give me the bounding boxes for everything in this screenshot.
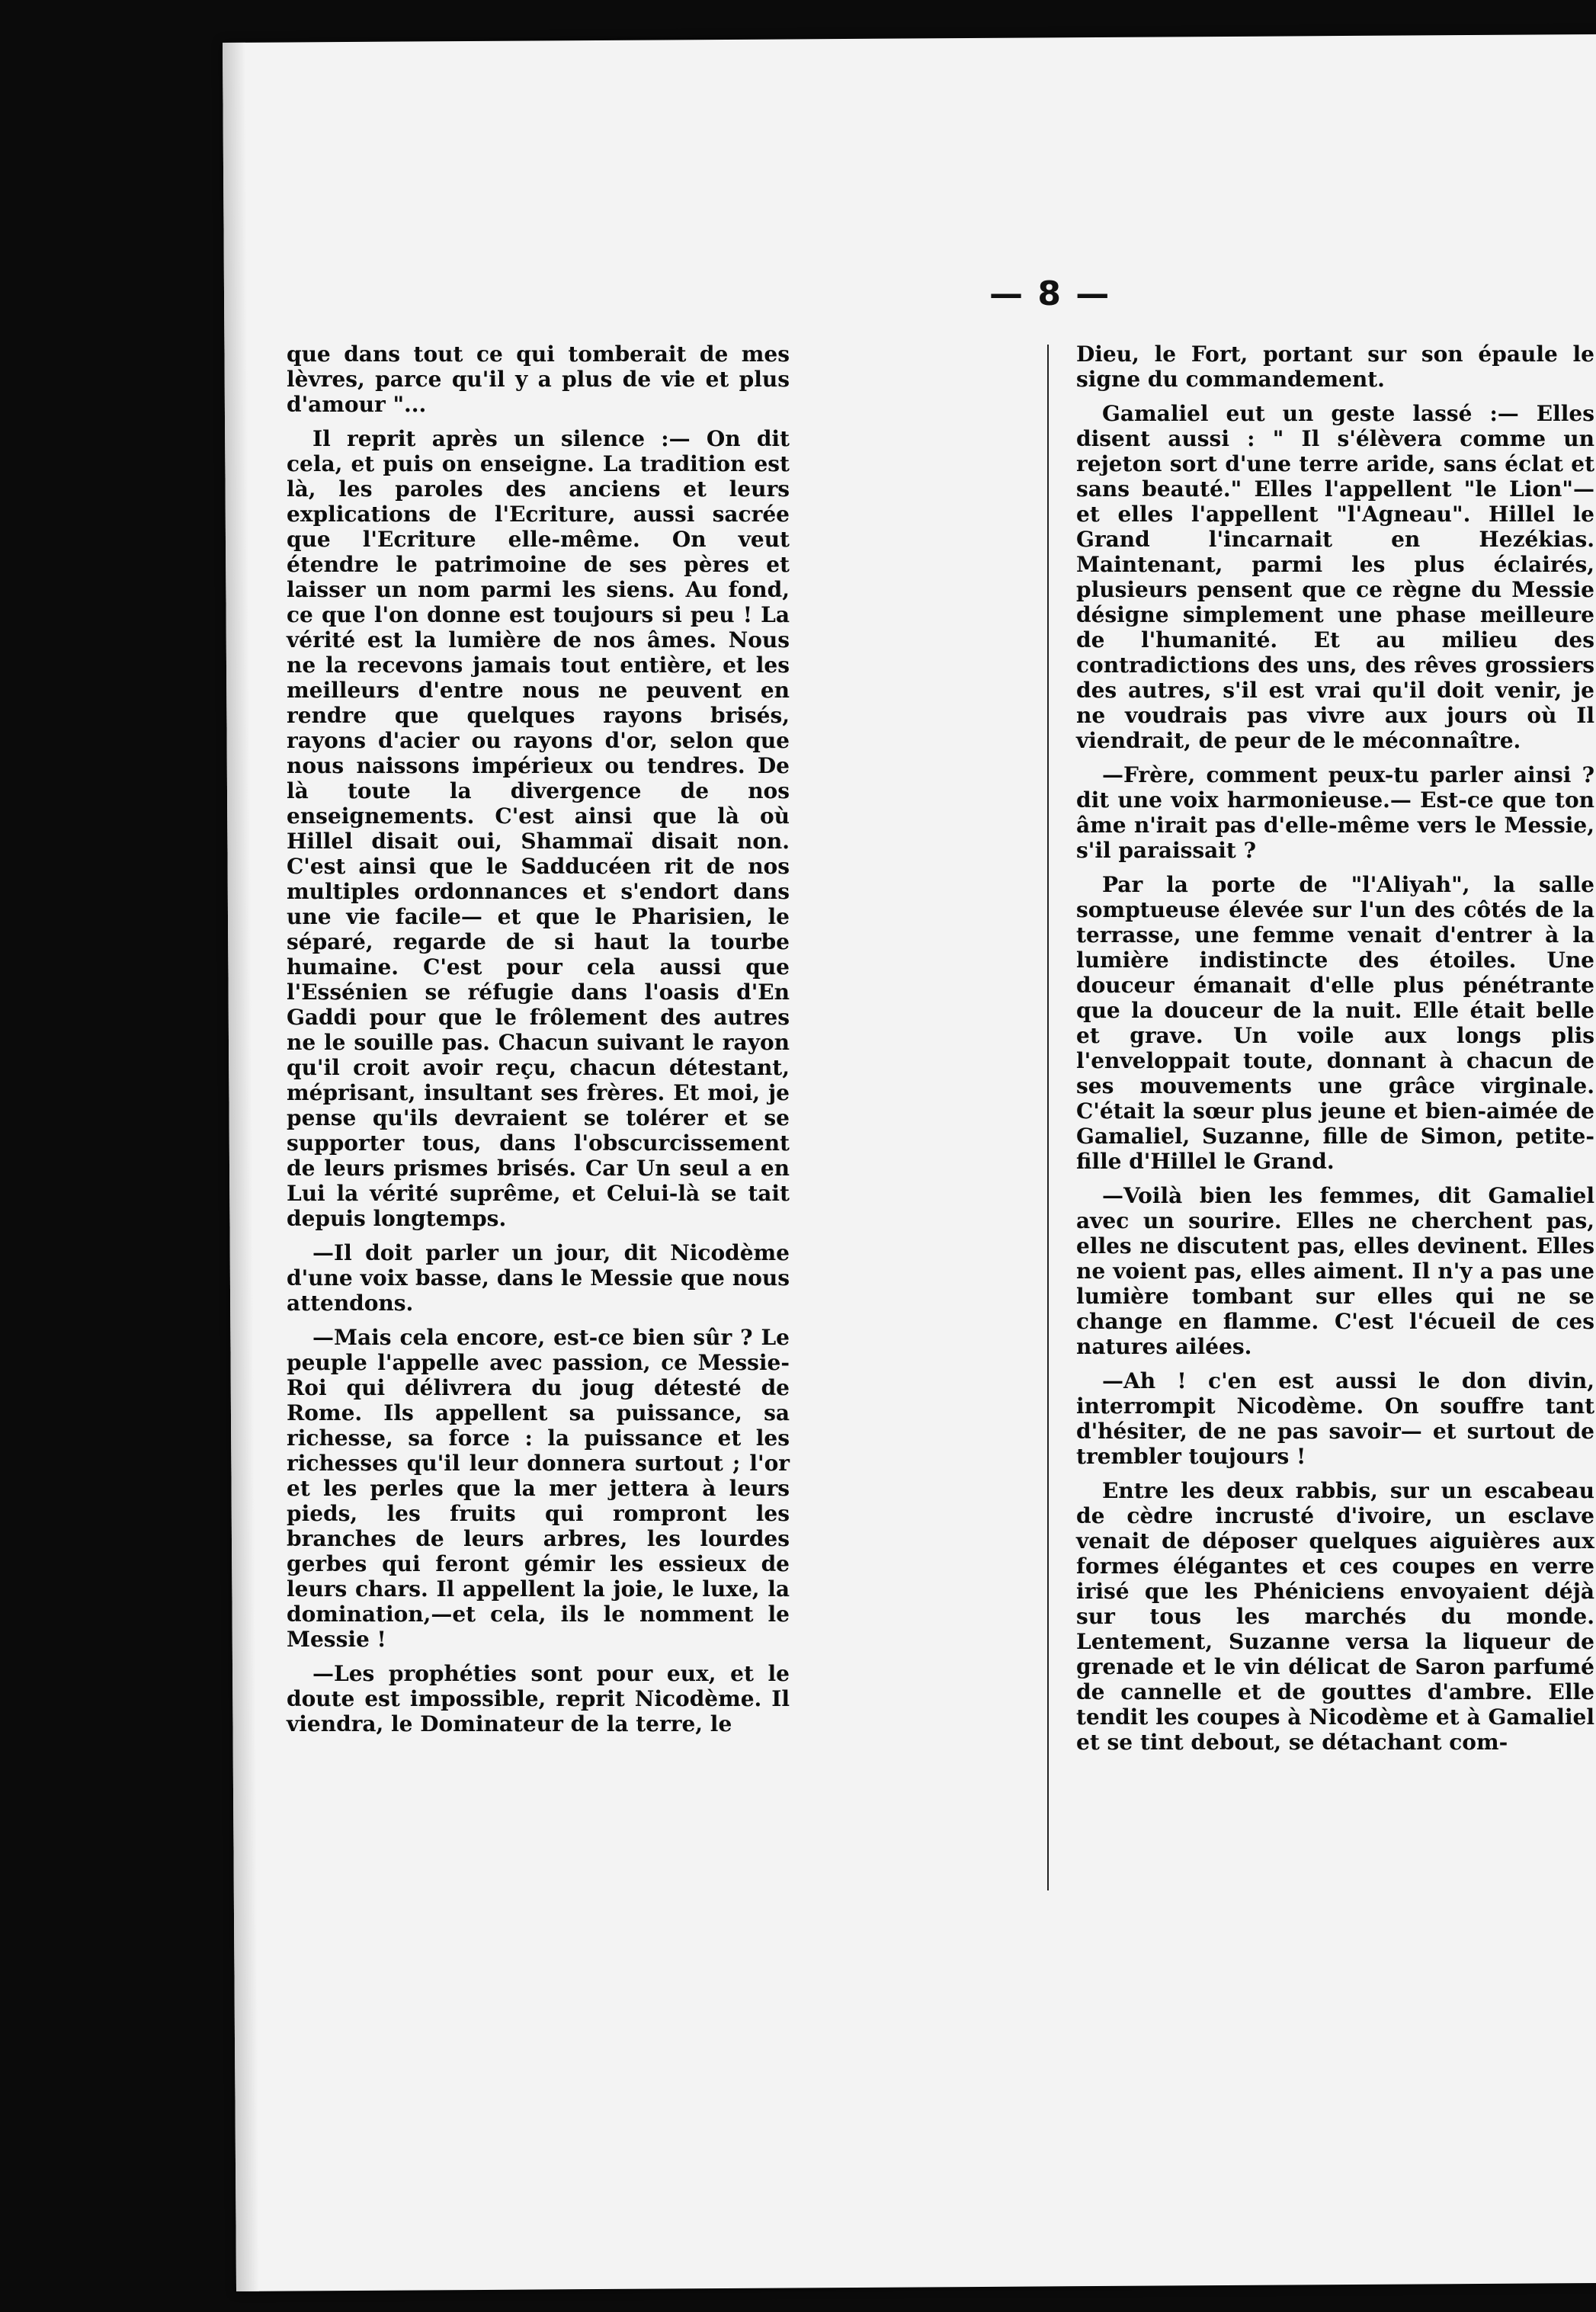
- paragraph: —Les prophéties sont pour eux, et le doute est impossible, reprit Nicodème. Il viendra, le Dominateur de la terre, le: [287, 1661, 790, 1736]
- right-text-column: [1076, 342, 1594, 1755]
- page-number: — 8 —: [989, 274, 1111, 313]
- paragraph: —Ah ! c'en est aussi le don divin, interrompit Nicodème. On souffre tant d'hésiter, de ne pas savoir— et surtout de trembler toujours !: [1076, 1368, 1594, 1469]
- paragraph: —Voilà bien les femmes, dit Gamaliel avec un sourire. Elles ne cherchent pas, elles ne discutent pas, elles devinent. Elles ne voient pas, elles aiment. Il n'y a pas une lumière tombant sur elles qui ne se change en flamme. C'est l'écueil de ces natures ailées.: [1076, 1183, 1594, 1359]
- column-divider: [1047, 345, 1049, 1890]
- paragraph: Il reprit après un silence :— On dit cela, et puis on enseigne. La tradition est là, les paroles des anciens et leurs explications de l'Ecriture, aussi sacrée que l'Ecriture elle-même. On veut étendre le patrimoine de ses pères et laisser un nom parmi les siens. Au fond, ce que l'on donne est toujours si peu ! La vérité est la lumière de nos âmes. Nous ne la recevons jamais tout entière, et les meilleurs d'entre nous ne peuvent en rendre que quelques rayons brisés, rayons d'acier ou rayons d'or, selon que nous naissons impérieux ou tendres. De là toute la divergence de nos enseignements. C'est ainsi que là où Hillel disait oui, Shammaï disait non. C'est ainsi que le Sadducéen rit de nos multiples ordonnances et s'endort dans une vie facile— et que le Pharisien, le séparé, regarde de si haut la tourbe humaine. C'est pour cela aussi que l'Essénien se réfugie dans l'oasis d'En Gaddi pour que le frôlement des autres ne le souille pas. Chacun suivant le rayon qu'il croit avoir reçu, chacun détestant, méprisant, insultant ses frères. Et moi, je pense qu'ils devraient se tolérer et se supporter tous, dans l'obscurcissement de leurs prismes brisés. Car Un seul a en Lui la vérité suprême, et Celui-là se tait depuis longtemps.: [287, 426, 790, 1231]
- paragraph: —Mais cela encore, est-ce bien sûr ? Le peuple l'appelle avec passion, ce Messie-Roi qui délivrera du joug détesté de Rome. Ils appellent sa puissance, sa richesse, sa force : la puissance et les richesses qu'il leur donnera surtout ; l'or et les perles que la mer jettera à leurs pieds, les fruits qui rompront les branches de leurs arbres, les lourdes gerbes qui feront gémir les essieux de leurs chars. Il appellent la joie, le luxe, la domination,—et cela, ils le nomment le Messie !: [287, 1325, 790, 1652]
- left-text-column: [287, 342, 790, 1736]
- paragraph: Gamaliel eut un geste lassé :— Elles disent aussi : " Il s'élèvera comme un rejeton sort d'une terre aride, sans éclat et sans beauté." Elles l'appellent "le Lion"— et elles l'appellent "l'Agneau". Hillel le Grand l'incarnait en Hezékias. Maintenant, parmi les plus éclairés, plusieurs pensent que ce règne du Messie désigne simplement une phase meilleure de l'humanité. Et au milieu des contradictions des uns, des rêves grossiers des autres, s'il est vrai qu'il doit venir, je ne voudrais pas vivre aux jours où Il viendrait, de peur de le méconnaître.: [1076, 401, 1594, 753]
- paragraph: —Il doit parler un jour, dit Nicodème d'une voix basse, dans le Messie que nous attendons.: [287, 1240, 790, 1316]
- paragraph: que dans tout ce qui tomberait de mes lèvres, parce qu'il y a plus de vie et plus d'amour "...: [287, 342, 790, 417]
- paragraph: Dieu, le Fort, portant sur son épaule le signe du commandement.: [1076, 342, 1594, 392]
- paragraph: —Frère, comment peux-tu parler ainsi ? dit une voix harmonieuse.— Est-ce que ton âme n'irait pas d'elle-même vers le Messie, s'il paraissait ?: [1076, 762, 1594, 863]
- paragraph: Par la porte de "l'Aliyah", la salle somptueuse élevée sur l'un des côtés de la terrasse, une femme venait d'entrer à la lumière indistincte des étoiles. Une douceur émanait d'elle plus pénétrante que la douceur de la nuit. Elle était belle et grave. Un voile aux longs plis l'enveloppait toute, donnant à chacun de ses mouvements une grâce virginale. C'était la sœur plus jeune et bien-aimée de Gamaliel, Suzanne, fille de Simon, petite-fille d'Hillel le Grand.: [1076, 872, 1594, 1174]
- paragraph: Entre les deux rabbis, sur un escabeau de cèdre incrusté d'ivoire, un esclave venait de déposer quelques aiguières aux formes élégantes et ces coupes en verre irisé que les Phéniciens envoyaient déjà sur tous les marchés du monde. Lentement, Suzanne versa la liqueur de grenade et le vin délicat de Saron parfumé de cannelle et de gouttes d'ambre. Elle tendit les coupes à Nicodème et à Gamaliel et se tint debout, se détachant com-: [1076, 1478, 1594, 1755]
- page-fold-shadow: [223, 43, 259, 2291]
